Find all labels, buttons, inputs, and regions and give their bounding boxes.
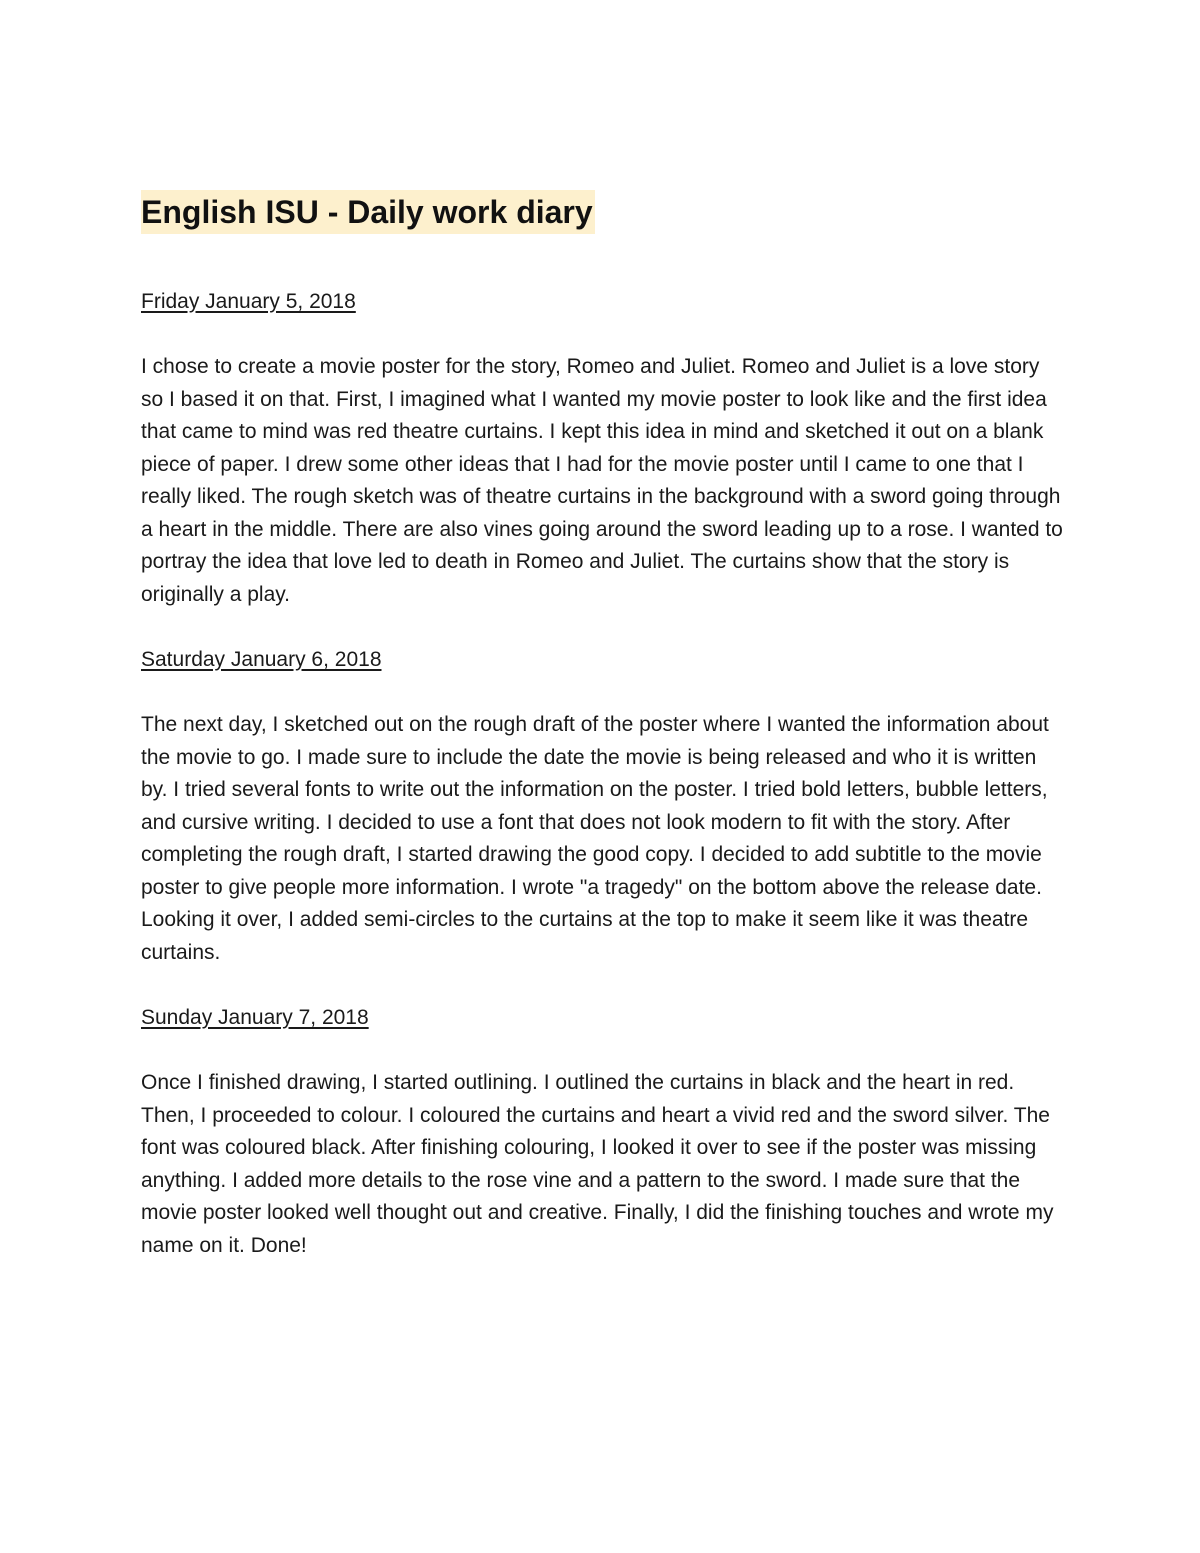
entry-text: Once I finished drawing, I started outlining. I outlined the curtains in black and the heart in red. Then, I proceeded to colour. I coloured the curtains and heart a vivid red and the sword silver. The font was coloured black. After finishing colouring, I looked it over to see if the poster was missing anything. I added more details to the rose vine and a pattern to the sword. I made sure that the movie poster looked well thought out and creative. Finally, I did the finishing touches and wrote my name on it. Done! <box>141 1071 1054 1257</box>
entry-date: Saturday January 6, 2018 <box>141 648 382 671</box>
diary-entry-friday <box>141 286 1066 611</box>
diary-entry-saturday <box>141 644 1066 969</box>
entry-date: Friday January 5, 2018 <box>141 290 356 313</box>
document-body <box>141 190 1066 1262</box>
diary-entry-sunday <box>141 1002 1066 1262</box>
document-title: English ISU - Daily work diary <box>141 190 595 234</box>
entry-text: I chose to create a movie poster for the story, Romeo and Juliet. Romeo and Juliet is a love story so I based it on that. First, I imagined what I wanted my movie poster to look like and the first idea that came to mind was red theatre curtains. I kept this idea in mind and sketched it out on a blank piece of paper. I drew some other ideas that I had for the movie poster until I came to one that I really liked. The rough sketch was of theatre curtains in the background with a sword going through a heart in the middle. There are also vines going around the sword leading up to a rose. I wanted to portray the idea that love led to death in Romeo and Juliet. The curtains show that the story is originally a play. <box>141 355 1063 606</box>
entry-text: The next day, I sketched out on the rough draft of the poster where I wanted the information about the movie to go. I made sure to include the date the movie is being released and who it is written by. I tried several fonts to write out the information on the poster. I tried bold letters, bubble letters, and cursive writing. I decided to use a font that does not look modern to fit with the story. After completing the rough draft, I started drawing the good copy. I decided to add subtitle to the movie poster to give people more information. I wrote "a tragedy" on the bottom above the release date. Looking it over, I added semi-circles to the curtains at the top to make it seem like it was theatre curtains. <box>141 713 1049 964</box>
entry-date: Sunday January 7, 2018 <box>141 1006 369 1029</box>
